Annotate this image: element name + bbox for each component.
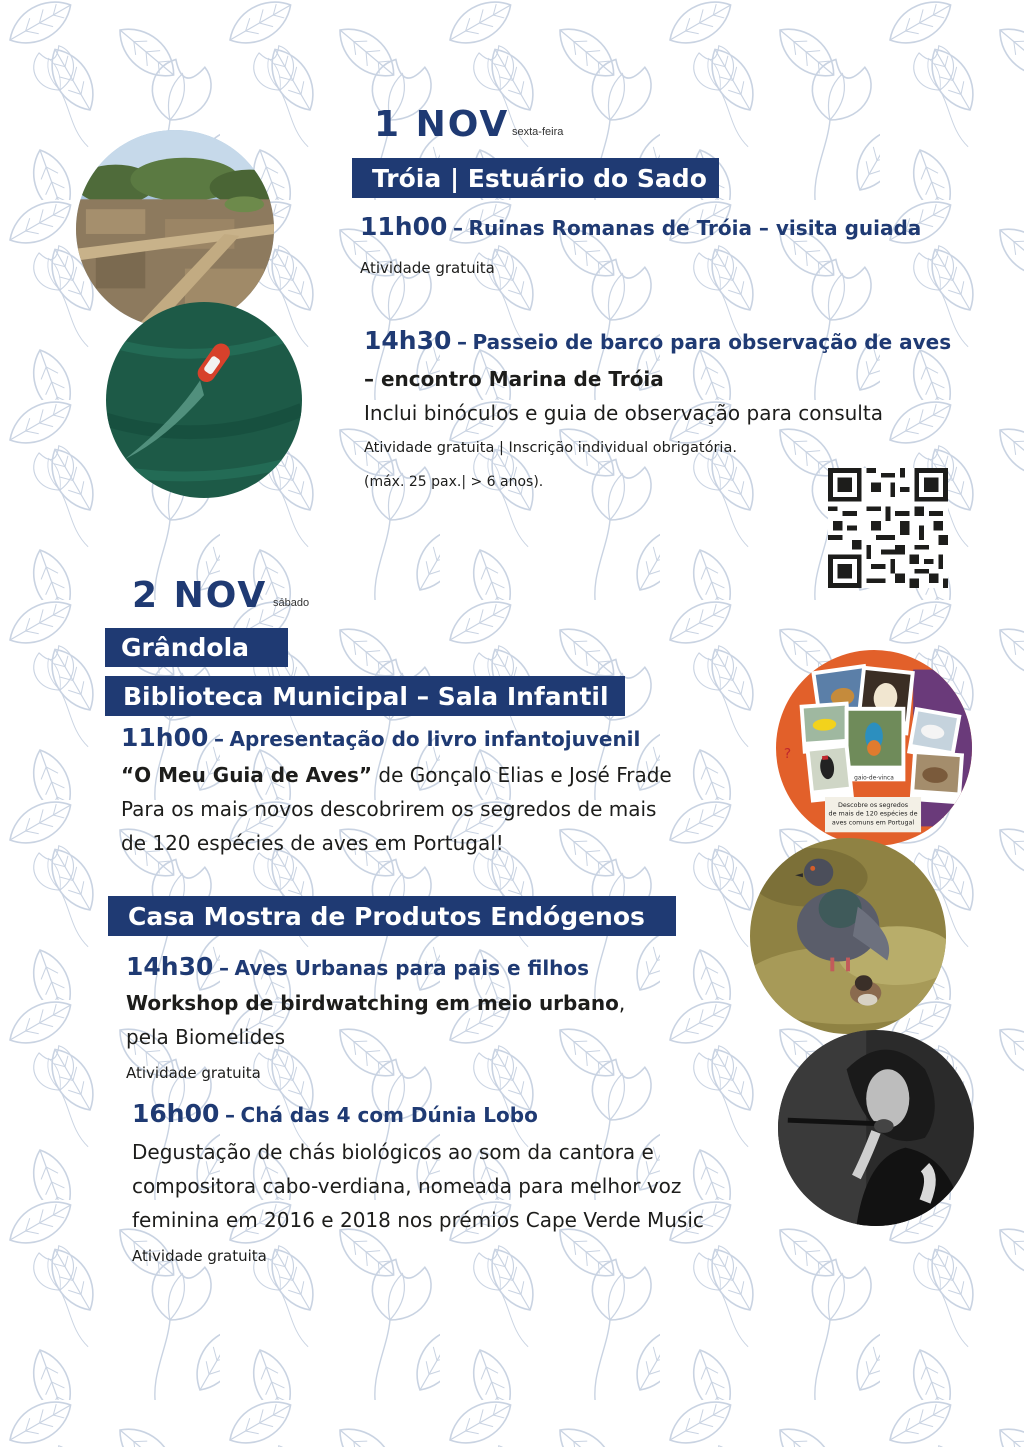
day1-event1-heading [360, 212, 921, 241]
day2-town-band [105, 628, 288, 667]
day1-event2-note2: (máx. 25 pax.| > 6 anos). [364, 474, 544, 490]
day1-event2-subtitle: – encontro Marina de Tróia [364, 367, 664, 391]
day2-event3-separator: – [224, 1103, 235, 1127]
day2-weekday: sábado [273, 597, 310, 609]
day2-event3-time: 16h00 [132, 1099, 220, 1128]
workshop-comma: , [618, 991, 626, 1015]
day1-event1-time: 11h00 [360, 212, 448, 241]
day2-event2-time: 14h30 [126, 952, 214, 981]
day1-event1-title: Ruinas Romanas de Tróia – visita guiada [468, 216, 922, 240]
day2-event3-line3: feminina em 2016 e 2018 nos prémios Cape Verde Music [132, 1208, 704, 1232]
singer-photo [778, 1030, 974, 1226]
day2-event2-title: Aves Urbanas para pais e filhos [234, 956, 590, 980]
day2-event2-by: pela Biomelides [126, 1025, 286, 1049]
day2-town: Grândola [121, 633, 250, 662]
book-authors: de Gonçalo Elias e José Frade [372, 763, 672, 787]
pigeon-photo [750, 838, 946, 1034]
day2-event1-separator: – [213, 727, 224, 751]
workshop-title: Workshop de birdwatching em meio urbano [126, 991, 619, 1015]
book-cover-label: gaio-de-vinca [854, 775, 894, 782]
day2-event2-note: Atividade gratuita [126, 1064, 261, 1082]
day1-weekday: sexta-feira [512, 126, 564, 138]
day2-event3-line1: Degustação de chás biológicos ao som da cantora e [132, 1140, 654, 1164]
book-cover-caption-line3: aves comuns em Portugal [831, 818, 915, 827]
day2-event2-workshop-line [126, 986, 625, 1020]
day1-event1-note: Atividade gratuita [360, 259, 495, 277]
day2-event1-line2: Para os mais novos descobrirem os segredos de mais [121, 797, 657, 821]
book-cover-caption-line2: de mais de 120 espécies de [828, 809, 918, 818]
day2-venue1: Biblioteca Municipal – Sala Infantil [123, 681, 609, 711]
svg-text:?: ? [783, 745, 792, 762]
day2-venue1-band [105, 676, 625, 716]
day1-date: 1 NOV [374, 104, 510, 145]
day2-event2-separator: – [218, 956, 229, 980]
day1-event2-heading [364, 326, 951, 355]
day1-location-band [352, 158, 719, 198]
day2-venue2: Casa Mostra de Produtos Endógenos [128, 901, 645, 931]
day1-event2-note1: Atividade gratuita | Inscrição individual obrigatória. [364, 440, 737, 456]
day2-event1-title: Apresentação do livro infantojuvenil [229, 727, 641, 751]
day2-event2-heading [126, 952, 589, 981]
day2-event3-title: Chá das 4 com Dúnia Lobo [240, 1103, 538, 1127]
book-cover-photo [776, 650, 972, 846]
day2-event3-line2: compositora cabo-verdiana, nomeada para melhor voz [132, 1174, 682, 1198]
day1-event2-separator: – [456, 330, 467, 354]
day2-event3-heading [132, 1099, 538, 1128]
day1-location: Tróia | Estuário do Sado [372, 163, 707, 193]
book-cover-caption-line1: Descobre os segredos [837, 800, 909, 809]
day1-event1-separator: – [452, 216, 463, 240]
day2-event3-note: Atividade gratuita [132, 1247, 267, 1265]
book-title: “O Meu Guia de Aves” [121, 763, 373, 787]
day2-event1-time: 11h00 [121, 723, 209, 752]
day2-event1-line3: de 120 espécies de aves em Portugal! [121, 831, 504, 855]
boat-aerial-photo [106, 302, 302, 498]
day2-date: 2 NOV [132, 575, 268, 616]
day2-event1-book-line [121, 758, 672, 792]
day2-event1-heading [121, 723, 640, 752]
day1-event2-time: 14h30 [364, 326, 452, 355]
day1-event2-description: Inclui binóculos e guia de observação para consulta [364, 401, 883, 425]
day2-venue2-band [108, 896, 676, 936]
qr-code[interactable] [828, 468, 948, 588]
roman-ruins-photo [76, 130, 274, 328]
day1-event2-title: Passeio de barco para observação de aves [472, 330, 952, 354]
